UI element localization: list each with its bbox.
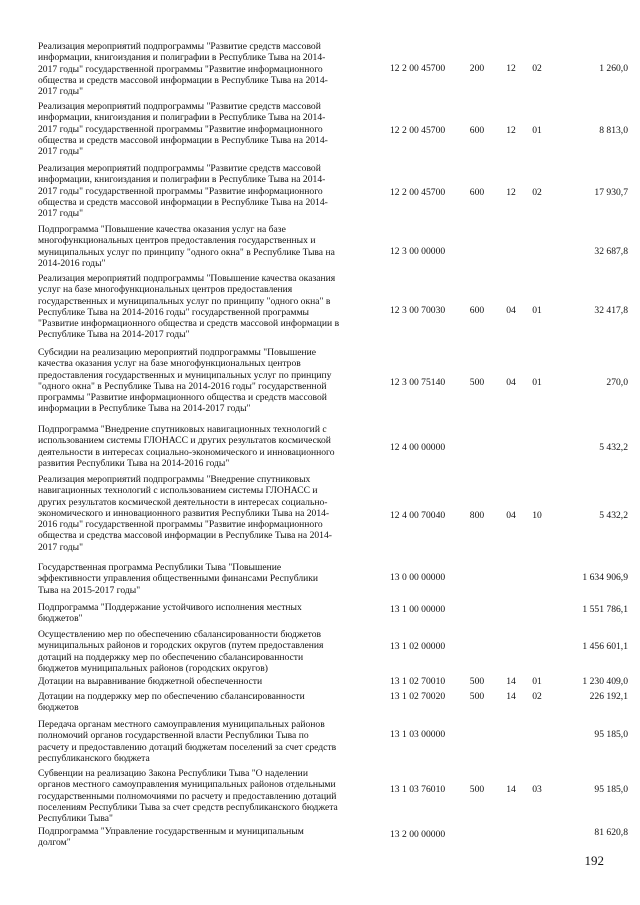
- section-code: 04: [506, 510, 516, 521]
- amount: 95 185,0: [594, 784, 628, 795]
- target-code: 12 2 00 45700: [390, 187, 446, 198]
- target-code: 13 1 02 70020: [390, 691, 446, 702]
- page-number: 192: [584, 853, 604, 868]
- amount: 5 432,2: [599, 442, 628, 453]
- expense-type: 500: [469, 784, 485, 795]
- target-code: 13 1 02 00000: [390, 641, 446, 652]
- target-code: 12 3 00 00000: [390, 246, 446, 257]
- amount: 8 813,0: [599, 125, 628, 136]
- amount: 32 417,8: [594, 305, 628, 316]
- section-code: 14: [506, 676, 516, 687]
- target-code: 12 3 00 70030: [390, 305, 446, 316]
- subsection-code: 01: [532, 125, 542, 136]
- row-description: Дотации на выравнивание бюджетной обеспеченности: [38, 676, 263, 687]
- target-code: 12 3 00 75140: [390, 377, 446, 388]
- target-code: 12 4 00 70040: [390, 510, 446, 521]
- target-code: 13 1 03 00000: [390, 729, 446, 740]
- expense-type: 600: [469, 305, 485, 316]
- row-description: Подпрограмма "Управление государственным и муниципальным долгом": [38, 826, 304, 849]
- row-description: Реализация мероприятий подпрограммы "Развитие средств массовой информации, книгоиздания и полиграфии в Республике Тыва на 2014- 2017 годы" государственной программы "Развитие информационного общества и средств массовой информации в Республике Тыва на 2014- 2017 годы": [38, 41, 328, 98]
- target-code: 12 2 00 45700: [390, 125, 446, 136]
- target-code: 13 0 00 00000: [390, 572, 446, 583]
- target-code: 13 2 00 00000: [390, 829, 446, 840]
- row-description: Реализация мероприятий подпрограммы "Повышение качества оказания услуг на базе многофункциональных центров предоставления государственных и муниципальных услуг по принципу "одного окна" в Республике Тыва на 2014-2016 годы" государственной программы "Развитие информационного общества и средств массовой информации в Республике Тыва на 2014-2017 годы": [38, 273, 340, 341]
- subsection-code: 01: [532, 377, 542, 388]
- subsection-code: 03: [532, 784, 542, 795]
- row-description: Субсидии на реализацию мероприятий подпрограммы "Повышение качества оказания услуг на базе многофункциональных центров предоставления государственных и муниципальных услуг по принципу "одного окна" в Республике Тыва на 2014-2016 годы" государственной программы "Развитие информационного общества и средств массовой информации в Республике Тыва на 2014-2017 годы": [38, 347, 332, 415]
- subsection-code: 02: [532, 187, 542, 198]
- amount: 226 192,1: [589, 691, 628, 702]
- amount: 17 930,7: [594, 187, 628, 198]
- section-code: 14: [506, 784, 516, 795]
- section-code: 04: [506, 377, 516, 388]
- amount: 1 260,0: [599, 63, 628, 74]
- expense-type: 500: [469, 691, 485, 702]
- row-description: Субвенции на реализацию Закона Республики Тыва "О наделении органов местного самоуправления муниципальных районов отдельными государственными полномочиями по расчету и предоставлению дотаций поселениям Республики Тыва за счет средств республиканского бюджета Республики Тыва": [38, 768, 338, 825]
- amount: 1 230 409,0: [582, 676, 628, 687]
- expense-type: 200: [469, 63, 485, 74]
- amount: 5 432,2: [599, 510, 628, 521]
- subsection-code: 02: [532, 691, 542, 702]
- expense-type: 800: [469, 510, 485, 521]
- target-code: 13 1 03 76010: [390, 784, 446, 795]
- row-description: Реализация мероприятий подпрограммы "Развитие средств массовой информации, книгоиздания и полиграфии в Республике Тыва на 2014- 2017 годы" государственной программы "Развитие информационного общества и средств массовой информации в Республике Тыва на 2014- 2017 годы": [38, 163, 328, 220]
- row-description: Дотации на поддержку мер по обеспечению сбалансированности бюджетов: [38, 691, 305, 714]
- amount: 1 551 786,1: [582, 604, 628, 615]
- section-code: 12: [506, 187, 516, 198]
- amount: 95 185,0: [594, 729, 628, 740]
- section-code: 12: [506, 125, 516, 136]
- section-code: 14: [506, 691, 516, 702]
- expense-type: 600: [469, 125, 485, 136]
- amount: 1 456 601,1: [582, 641, 628, 652]
- amount: 1 634 906,9: [582, 572, 628, 583]
- subsection-code: 02: [532, 63, 542, 74]
- amount: 81 620,8: [594, 827, 628, 838]
- target-code: 13 1 02 70010: [390, 676, 446, 687]
- row-description: Передача органам местного самоуправления муниципальных районов полномочий органов государственной власти Республики Тыва по расчету и предоставлению дотаций бюджетам поселений за счет средств республиканского бюджета: [38, 719, 337, 764]
- target-code: 13 1 00 00000: [390, 604, 446, 615]
- row-description: Подпрограмма "Повышение качества оказания услуг на базе многофункциональных центров предоставления государственных и муниципальных услуг по принципу "одного окна" в Республике Тыва на 2014-2016 годы": [38, 224, 335, 269]
- section-code: 04: [506, 305, 516, 316]
- target-code: 12 2 00 45700: [390, 63, 446, 74]
- subsection-code: 01: [532, 676, 542, 687]
- row-description: Подпрограмма "Внедрение спутниковых навигационных технологий с использованием системы ГЛОНАСС и других результатов космической деятельности в интересах социально-экономического и инновационного развития Республики Тыва на 2014-2016 годы": [38, 424, 335, 469]
- row-description: Государственная программа Республики Тыва "Повышение эффективности управления общественными финансами Республики Тыва на 2015-2017 годы": [38, 562, 319, 596]
- target-code: 12 4 00 00000: [390, 442, 446, 453]
- amount: 270,0: [606, 377, 628, 388]
- section-code: 12: [506, 63, 516, 74]
- subsection-code: 01: [532, 305, 542, 316]
- row-description: Реализация мероприятий подпрограммы "Внедрение спутниковых навигационных технологий с использованием системы ГЛОНАСС и других результатов космической деятельности в интересах социально- экономического и инновационного развития Республики Тыва на 2014- 2016 годы" государственной программы "Развитие информационного общества и средства массовой информации в Республике Тыва на 2014- 2017 годы": [38, 474, 332, 553]
- expense-type: 500: [469, 676, 485, 687]
- expense-type: 600: [469, 187, 485, 198]
- row-description: Реализация мероприятий подпрограммы "Развитие средств массовой информации, книгоиздания и полиграфии в Республике Тыва на 2014- 2017 годы" государственной программы "Развитие информационного общества и средств массовой информации в Республике Тыва на 2014- 2017 годы": [38, 101, 328, 158]
- subsection-code: 10: [532, 510, 542, 521]
- amount: 32 687,8: [594, 246, 628, 257]
- expense-type: 500: [469, 377, 485, 388]
- row-description: Осуществлению мер по обеспечению сбалансированности бюджетов муниципальных районов и городских округов (путем предоставления дотаций на поддержку мер по обеспечению сбалансированности бюджетов муниципальных районов (городских округов): [38, 629, 324, 674]
- row-description: Подпрограмма "Поддержание устойчивого исполнения местных бюджетов": [38, 602, 302, 625]
